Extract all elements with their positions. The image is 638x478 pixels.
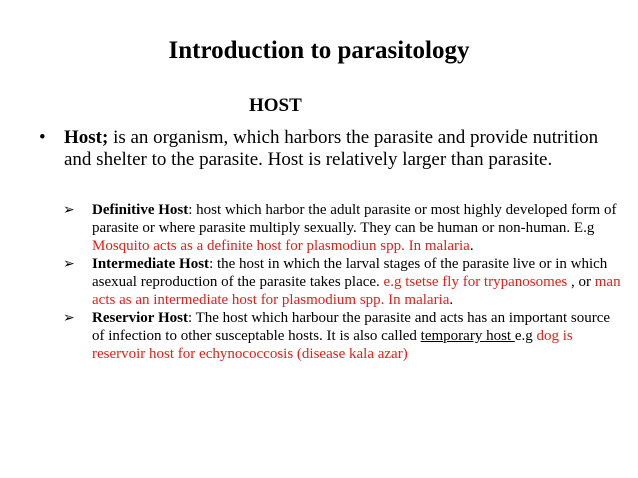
arrow-bullet-icon: ➢	[63, 202, 75, 218]
reservoir-host-term: Reservior Host	[92, 310, 188, 326]
definitive-host-example: Mosquito acts as a definite host for plasmodiun spp. In malaria	[92, 238, 470, 254]
reservoir-host-example: dog is reservoir host for echynococcosis (disease kala azar)	[92, 328, 573, 362]
reservoir-host-description: : The host which harbour the parasite and acts has an important source of infection to other susceptable hosts. It is also called	[92, 310, 611, 344]
arrow-bullet-icon: ➢	[63, 310, 75, 326]
section-heading: HOST	[249, 95, 302, 116]
intermediate-host-example-1: e.g tsetse fly for trypanosomes	[383, 274, 568, 290]
list-item-reservoir-host: ➢ Reservior Host: The host which harbour the parasite and acts has an important source of infection to other susceptable hosts. It is also called temporary host e.g dog is reservoir host for echynococcosis (disease kala azar)	[63, 310, 611, 362]
host-definition-text	[64, 127, 629, 171]
list-item-intermediate-host: ➢ Intermediate Host: the host in which the larval stages of the parasite live or in which asexual reproduction of the parasite takes place. e.g tsetse fly for trypanosomes , or man acts as an intermediate host for plasmodium spp. In malaria.	[63, 256, 621, 308]
intermediate-host-example-2: man acts as an intermediate host for plasmodium spp. In malaria	[92, 274, 621, 308]
bullet-icon: •	[39, 127, 46, 148]
host-types-list	[63, 201, 623, 363]
definitive-host-description: : host which harbor the adult parasite or most highly developed form of parasite or where parasite multiply sexually. They can be human or non-human. E.g	[92, 202, 617, 236]
definitive-host-term: Definitive Host	[92, 202, 189, 218]
intermediate-host-description: : the host in which the larval stages of the parasite live or in which asexual reproduction of the parasite takes place.	[92, 256, 608, 290]
host-description: is an organism, which harbors the parasite and provide nutrition and shelter to the parasite. Host is relatively larger than parasite.	[64, 127, 599, 170]
intermediate-host-term: Intermediate Host	[92, 256, 210, 272]
arrow-bullet-icon: ➢	[63, 256, 75, 272]
host-definition	[39, 127, 629, 171]
list-item-definitive-host: ➢ Definitive Host: host which harbor the adult parasite or most highly developed form of parasite or where parasite multiply sexually. They can be human or non-human. E.g Mosquito acts as a definite host for plasmodiun spp. In malaria.	[63, 202, 617, 254]
slide-title: Introduction to parasitology	[168, 37, 470, 64]
temporary-host-term: temporary host	[420, 328, 515, 344]
host-term: Host;	[64, 127, 109, 148]
